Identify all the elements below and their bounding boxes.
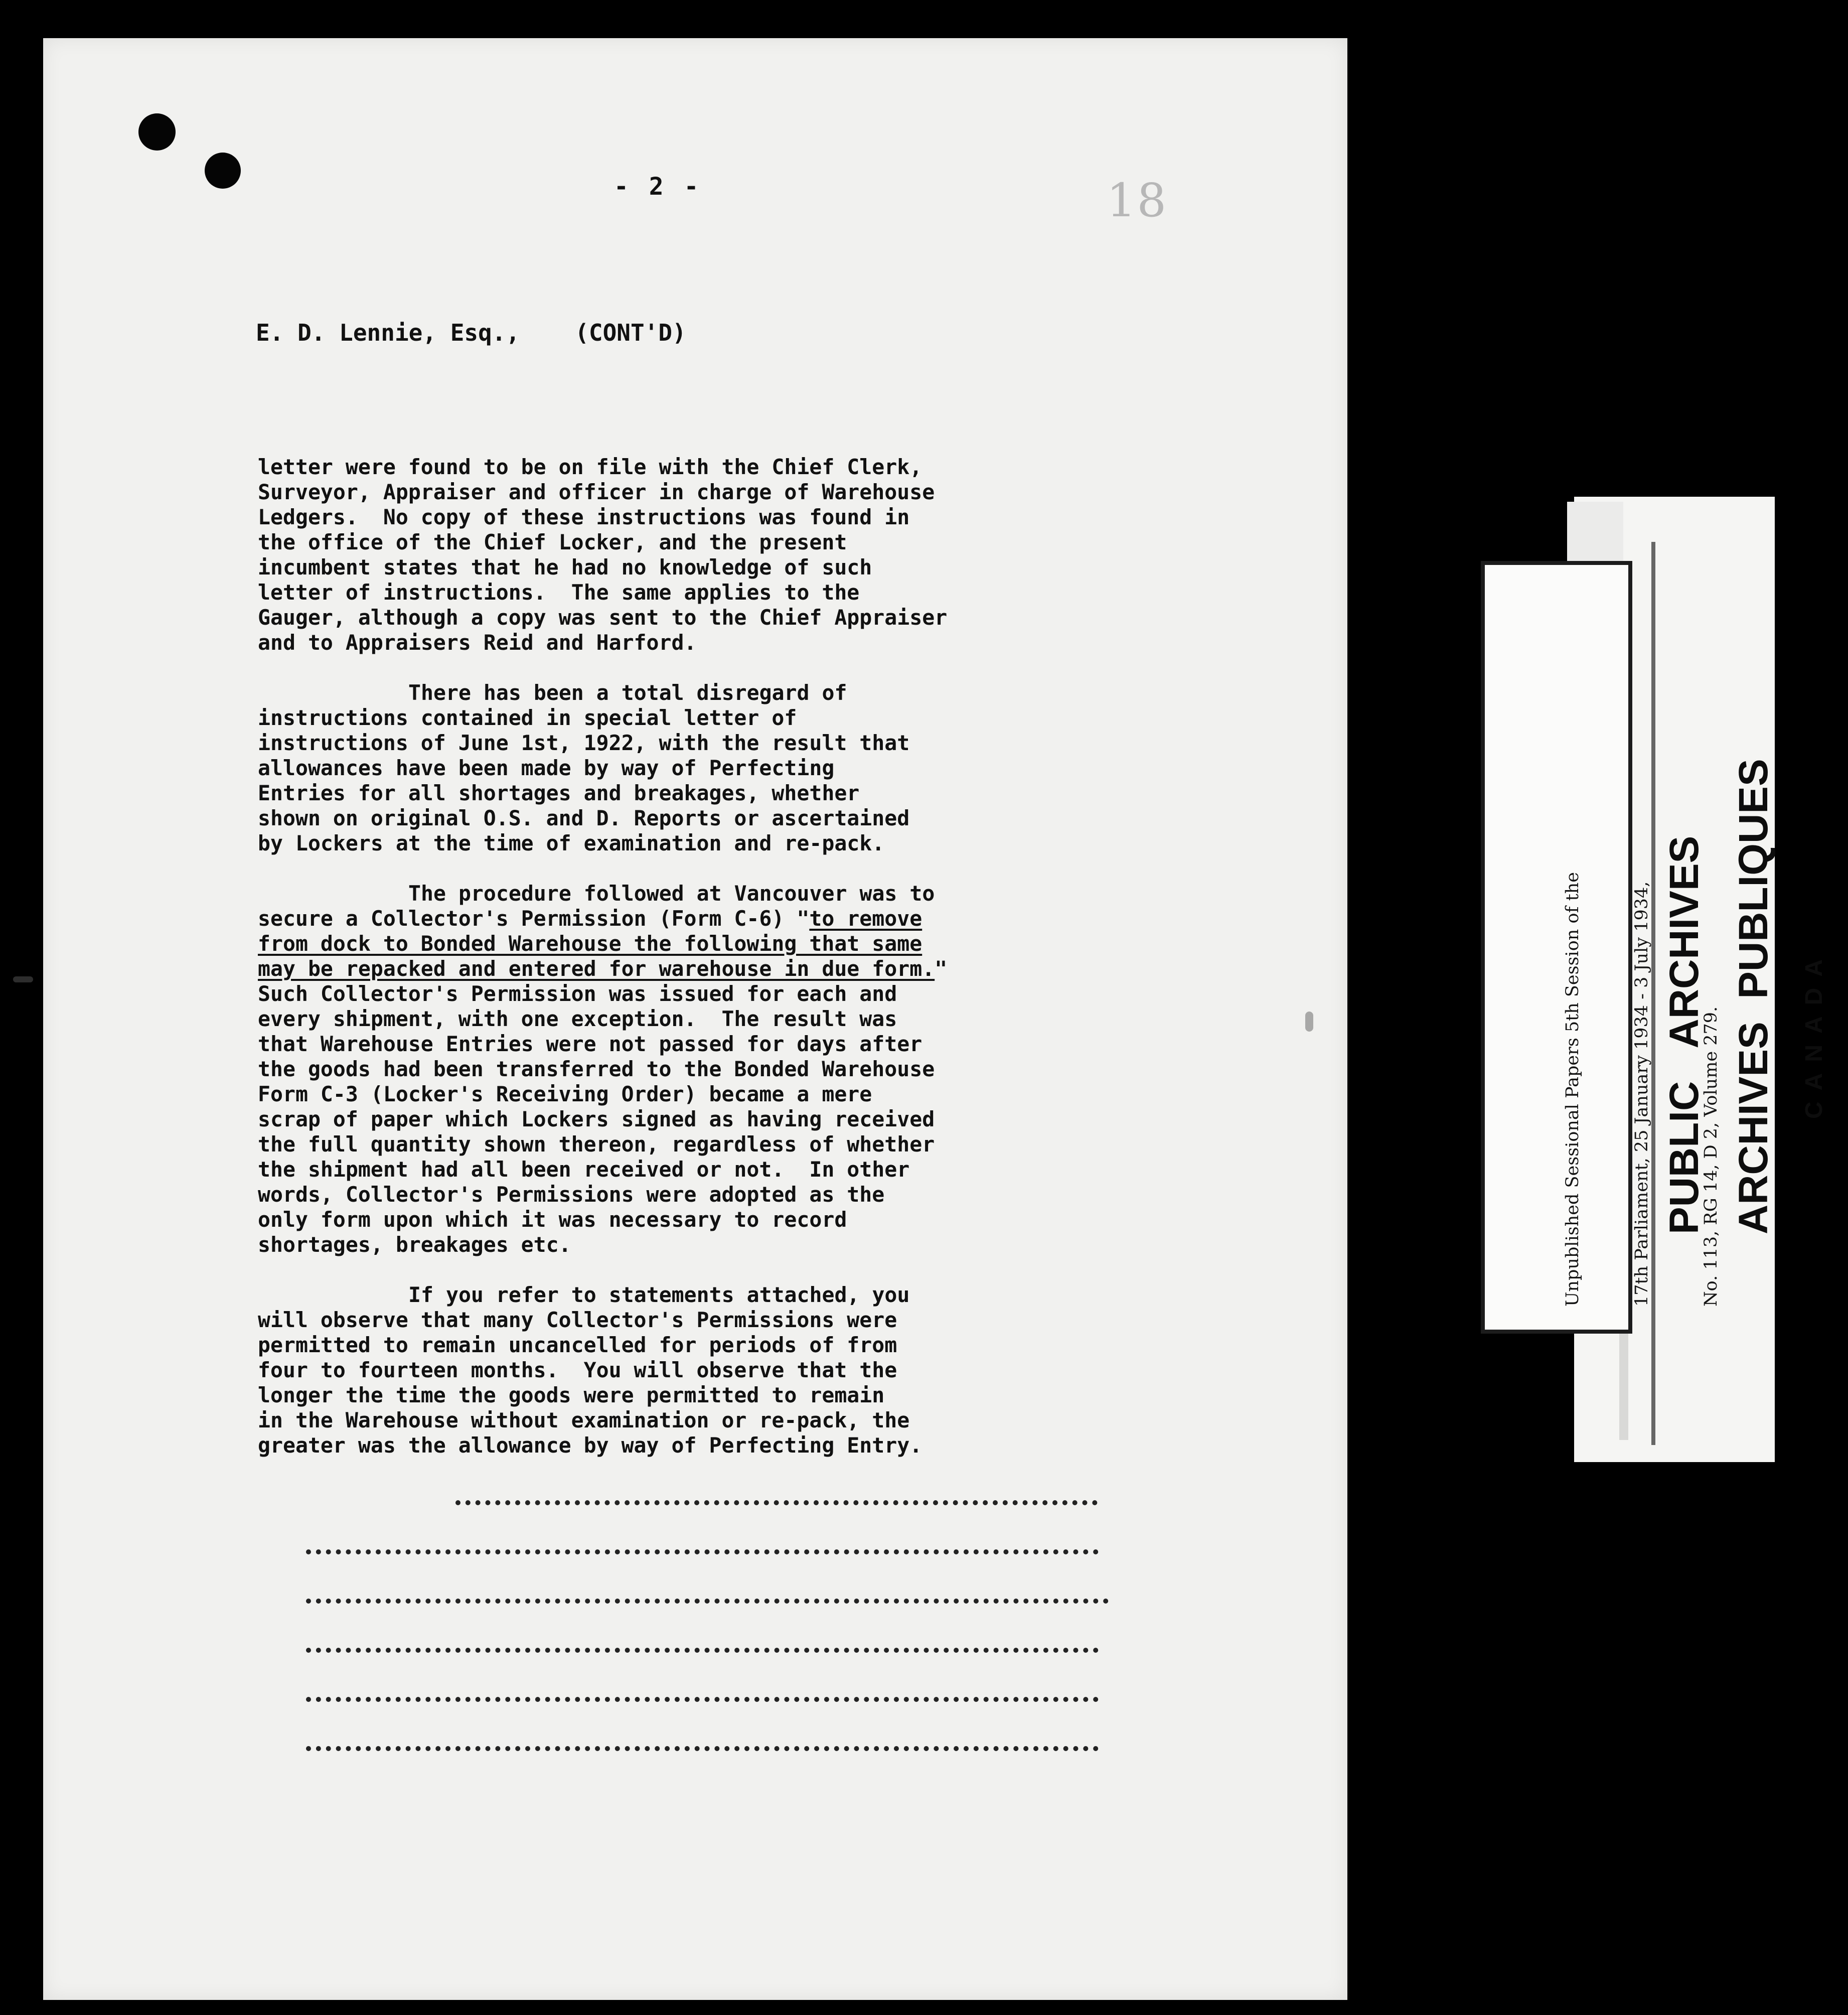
dotted-separator — [306, 1549, 1099, 1554]
paragraph-gap — [258, 1257, 1211, 1282]
quoted-line-3 — [258, 956, 1211, 981]
public-archives-stamp — [1642, 759, 1848, 1234]
text-line: the shipment had all been received or not. In other — [258, 1157, 910, 1182]
paragraph-4 — [258, 1282, 1211, 1458]
text-line: will observe that many Collector's Permissions were — [258, 1308, 897, 1332]
text-line: permitted to remain uncancelled for periods of from — [258, 1333, 897, 1357]
stamp-line-french: ARCHIVES PUBLIQUES — [1731, 759, 1776, 1234]
text-line: the office of the Chief Locker, and the present — [258, 530, 847, 554]
text-line: only form upon which it was necessary to record — [258, 1207, 847, 1232]
text-line: the full quantity shown thereon, regardless of whether — [258, 1132, 935, 1157]
text-line: in the Warehouse without examination or re-pack, the — [258, 1408, 910, 1432]
stamp-line-english: PUBLIC ARCHIVES — [1661, 835, 1707, 1234]
text-line: Gauger, although a copy was sent to the Chief Appraiser — [258, 605, 948, 630]
dotted-separator — [306, 1648, 1099, 1653]
quoted-line-1 — [258, 906, 1211, 931]
text-line: every shipment, with one exception. The result was — [258, 1006, 897, 1031]
page-number: - 2 - — [614, 173, 702, 201]
folio-number: 18 — [1107, 174, 1168, 227]
paragraph-gap — [258, 856, 1211, 881]
text-line: by Lockers at the time of examination and re-pack. — [258, 831, 885, 855]
quoted-line-2 — [258, 931, 1211, 956]
text-line: Such Collector's Permission was issued for each and — [258, 981, 897, 1006]
text-line: letter of instructions. The same applies to the — [258, 580, 860, 605]
scan-edge-mark — [13, 976, 33, 982]
reference-line-1: Unpublished Sessional Papers 5th Session of the — [1563, 872, 1583, 1307]
text-line: There has been a total disregard of — [408, 680, 847, 705]
reference-line-3: No. 113, RG 14, D 2, Volume 279. — [1701, 1006, 1721, 1307]
ink-smudge — [1305, 1012, 1313, 1032]
punch-hole-top — [138, 113, 176, 151]
text-line: The procedure followed at Vancouver was to — [408, 881, 935, 906]
dotted-separator — [306, 1746, 1099, 1751]
underlined-quote: to remove — [809, 906, 922, 931]
dotted-separator — [306, 1599, 1109, 1604]
text-line: the goods had been transferred to the Bonded Warehouse — [258, 1057, 935, 1081]
text-line: longer the time the goods were permitted to remain — [258, 1383, 885, 1407]
text-line: Form C-3 (Locker's Receiving Order) became a mere — [258, 1082, 872, 1106]
text-line: Ledgers. No copy of these instructions was found in — [258, 505, 910, 529]
text-line: letter were found to be on file with the Chief Clerk, — [258, 455, 922, 479]
text-line: allowances have been made by way of Perfecting — [258, 756, 835, 780]
paragraph-gap — [258, 655, 1211, 680]
text-line: incumbent states that he had no knowledge of such — [258, 555, 872, 580]
text-line: shown on original O.S. and D. Reports or ascertained — [258, 806, 910, 830]
continued-marker: (CONT'D) — [575, 319, 686, 346]
text-line: four to fourteen months. You will observe that the — [258, 1358, 897, 1382]
letter-body — [258, 455, 1211, 1458]
stamp-line-country: CANADA — [1801, 948, 1827, 1119]
text-line: instructions of June 1st, 1922, with the result that — [258, 731, 910, 755]
text-line: that Warehouse Entries were not passed for days after — [258, 1032, 922, 1056]
text-line: shortages, breakages etc. — [258, 1232, 571, 1257]
punch-hole-second — [205, 153, 241, 189]
text-line: scrap of paper which Lockers signed as having received — [258, 1107, 935, 1131]
quote-close: " — [935, 956, 948, 981]
text-line: and to Appraisers Reid and Harford. — [258, 630, 697, 655]
paragraph-2 — [258, 680, 1211, 856]
text-line: Surveyor, Appraiser and officer in charge of Warehouse — [258, 480, 935, 504]
paragraph-1 — [258, 455, 1211, 655]
document-page — [43, 38, 1347, 2000]
addressee: E. D. Lennie, Esq., — [256, 319, 520, 346]
reference-line-2: 17th Parliament, 25 January 1934 - 3 July 1934, — [1632, 881, 1652, 1307]
archive-stamp-tab — [1567, 502, 1623, 562]
text-line: greater was the allowance by way of Perfecting Entry. — [258, 1433, 922, 1458]
text-line: words, Collector's Permissions were adopted as the — [258, 1182, 885, 1207]
text-line: instructions contained in special letter of — [258, 705, 797, 730]
dotted-separator — [306, 1697, 1099, 1702]
text-line: Entries for all shortages and breakages, whether — [258, 781, 860, 805]
text-line: If you refer to statements attached, you — [408, 1282, 910, 1307]
quote-lead: secure a Collector's Permission (Form C-6) " — [258, 906, 810, 931]
paragraph-3 — [258, 881, 1211, 1257]
underlined-quote: may be repacked and entered for warehouse in due form. — [258, 956, 935, 981]
salutation-line — [256, 319, 686, 346]
dotted-separator — [455, 1500, 1098, 1505]
underlined-quote: from dock to Bonded Warehouse the following that same — [258, 931, 922, 956]
